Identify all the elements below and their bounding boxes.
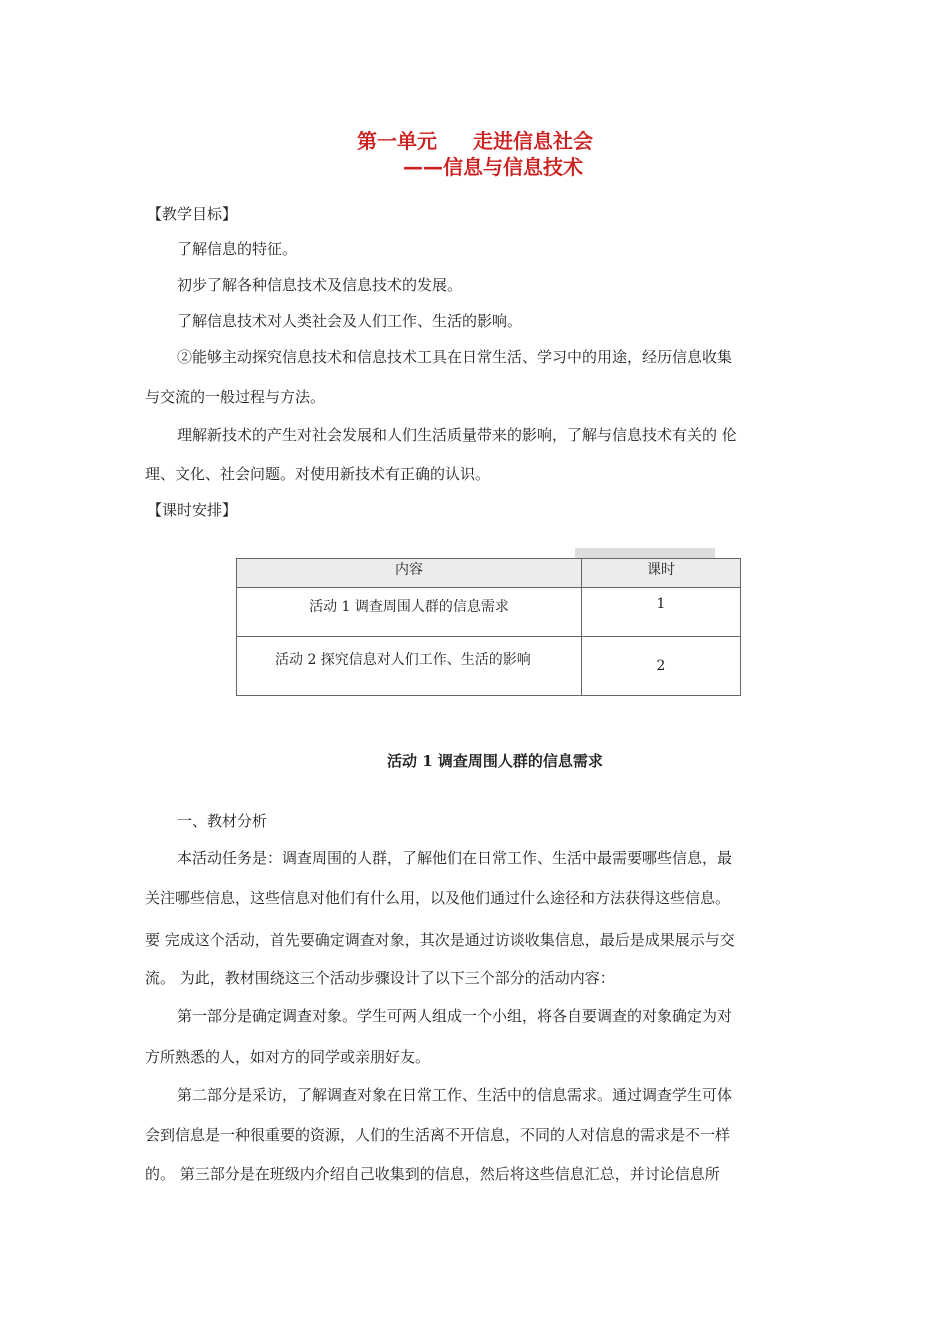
table-row — [237, 588, 741, 637]
activity-title: 活动 1 调查周围人群的信息需求 — [387, 752, 603, 770]
paragraph-line: 方所熟悉的人，如对方的同学或亲朋好友。 — [145, 1048, 431, 1066]
table-header-row — [237, 559, 741, 588]
row-content: 活动 1 调查周围人群的信息需求 — [309, 599, 509, 615]
schedule-table — [236, 558, 741, 696]
objective-3: 了解信息技术对人类社会及人们工作、生活的影响。 — [177, 312, 523, 330]
document-subtitle: ——信息与信息技术 — [403, 155, 583, 179]
paragraph-line: 本活动任务是：调查周围的人群，了解他们在日常工作、生活中最需要哪些信息，最 — [177, 849, 733, 867]
paragraph-line: 第二部分是采访，了解调查对象在日常工作、生活中的信息需求。通过调查学生可体 — [177, 1086, 733, 1104]
table-header-shading — [575, 548, 715, 558]
header-content: 内容 — [237, 559, 582, 588]
paragraph-line: 关注哪些信息，这些信息对他们有什么用，以及他们通过什么途径和方法获得这些信息。 — [145, 889, 731, 907]
objective-1: 了解信息的特征。 — [177, 240, 298, 258]
row-hours: 2 — [656, 658, 666, 674]
objective-5: 理解新技术的产生对社会发展和人们生活质量带来的影响，了解与信息技术有关的 伦 — [177, 426, 737, 444]
title-unit: 第一单元 — [357, 129, 437, 153]
row-content: 活动 2 探究信息对人们工作、生活的影响 — [275, 652, 531, 668]
schedule-heading: 【课时安排】 — [147, 501, 238, 519]
paragraph-line: 要 完成这个活动，首先要确定调查对象，其次是通过访谈收集信息，最后是成果展示与交 — [145, 931, 735, 949]
section-heading: 一、教材分析 — [177, 812, 268, 830]
row-hours: 1 — [656, 596, 666, 612]
objective-2: 初步了解各种信息技术及信息技术的发展。 — [177, 276, 463, 294]
document-title — [0, 125, 950, 154]
paragraph-line: 第一部分是确定调查对象。学生可两人组成一个小组，将各自要调查的对象确定为对 — [177, 1007, 733, 1025]
table-row — [237, 637, 741, 696]
title-topic: 走进信息社会 — [473, 129, 593, 153]
objectives-heading: 【教学目标】 — [147, 205, 238, 223]
paragraph-line: 会到信息是一种很重要的资源，人们的生活离不开信息，不同的人对信息的需求是不一样 — [145, 1126, 731, 1144]
paragraph-line: 流。 为此，教材围绕这三个活动步骤设计了以下三个部分的活动内容： — [145, 969, 615, 987]
header-hours: 课时 — [582, 559, 741, 588]
paragraph-line: 的。 第三部分是在班级内介绍自己收集到的信息，然后将这些信息汇总，并讨论信息所 — [145, 1165, 720, 1183]
objective-4-cont: 与交流的一般过程与方法。 — [145, 388, 326, 406]
objective-5-cont: 理、文化、社会问题。对使用新技术有正确的认识。 — [145, 465, 491, 483]
objective-4: ②能够主动探究信息技术和信息技术工具在日常生活、学习中的用途，经历信息收集 — [177, 348, 733, 366]
